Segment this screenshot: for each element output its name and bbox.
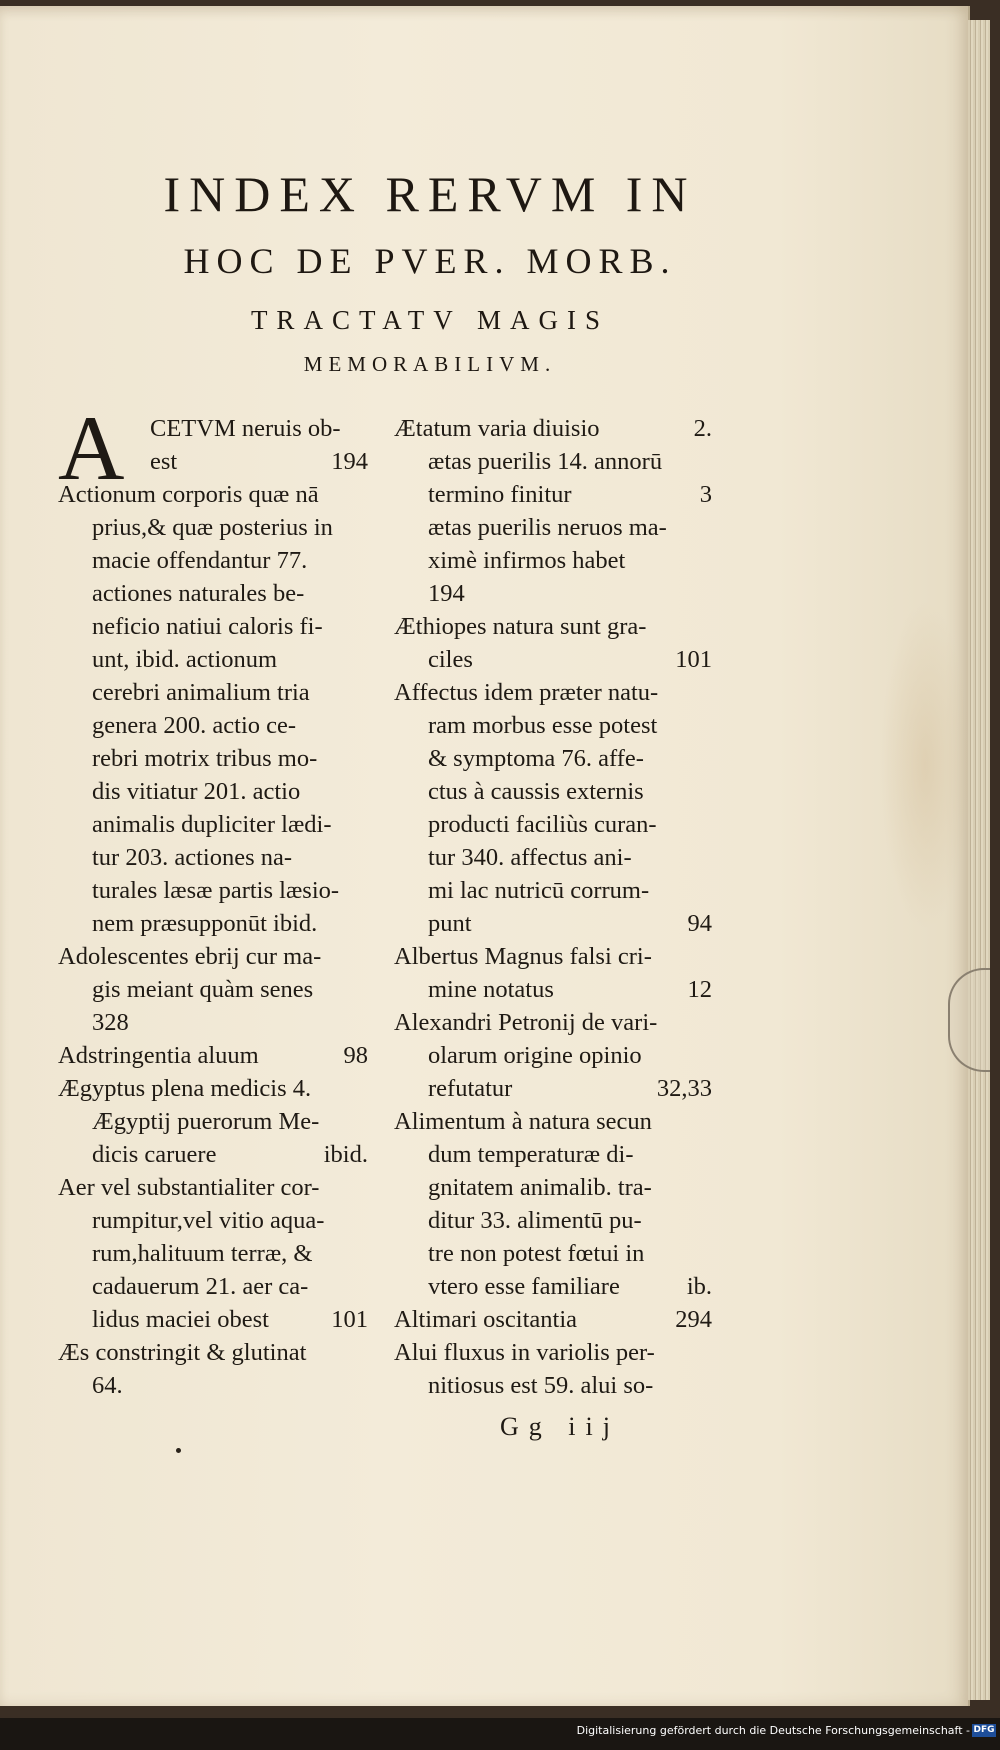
index-entry-text: 328 — [92, 1009, 129, 1036]
index-entry-text: unt, ibid. actionum — [92, 646, 278, 673]
paper-stain — [880, 600, 970, 930]
index-line — [58, 544, 368, 577]
index-entry-text: cerebri animalium tria — [92, 679, 310, 706]
index-entry-text: 194 — [428, 580, 465, 607]
index-entry-text: ctus à caussis externis — [428, 778, 644, 805]
index-entry-text: Adstringentia aluum — [58, 1042, 259, 1069]
index-line — [58, 577, 368, 610]
index-line — [58, 973, 368, 1006]
index-entry-text: nitiosus est 59. alui so- — [428, 1372, 654, 1399]
index-column-left — [58, 412, 368, 1402]
index-line — [394, 1171, 712, 1204]
index-line — [394, 1204, 712, 1237]
index-entry-text: Adolescentes ebrij cur ma- — [58, 943, 322, 970]
index-line — [58, 1006, 368, 1039]
index-entry-text: Æs constringit & glutinat — [58, 1339, 307, 1366]
index-page-number: 98 — [343, 1042, 368, 1069]
index-line — [394, 1006, 712, 1039]
index-line — [394, 940, 712, 973]
index-line — [394, 1072, 712, 1105]
index-line — [394, 841, 712, 874]
index-line — [394, 1369, 712, 1402]
index-line — [58, 1303, 368, 1336]
index-entry-text: mine notatus — [428, 976, 554, 1003]
index-entry-text: punt — [428, 910, 472, 937]
index-line — [394, 1105, 712, 1138]
index-column-right — [394, 412, 712, 1402]
index-line — [394, 742, 712, 775]
page-edges — [968, 20, 990, 1700]
index-entry-text: mi lac nutricū corrum- — [428, 877, 650, 904]
index-entry-text: macie offendantur 77. — [92, 547, 308, 574]
index-page-number: 2. — [693, 415, 712, 442]
index-line — [58, 610, 368, 643]
index-line — [58, 511, 368, 544]
index-entry-text: tur 203. actiones na- — [92, 844, 293, 871]
index-entry-text: lidus maciei obest — [92, 1306, 269, 1333]
index-entry-text: gis meiant quàm senes — [92, 976, 314, 1003]
index-line — [394, 1303, 712, 1336]
index-entry-text: Affectus idem præter natu- — [394, 679, 659, 706]
index-page-number: 3 — [699, 481, 712, 508]
page-clip — [948, 968, 990, 1072]
index-entry-text: ætas puerilis neruos ma- — [428, 514, 667, 541]
index-entry-text: termino finitur — [428, 481, 572, 508]
drop-cap: A — [58, 397, 125, 499]
index-line — [394, 1270, 712, 1303]
index-line — [58, 412, 368, 445]
index-line — [58, 1369, 368, 1402]
index-line — [394, 643, 712, 676]
index-entry-text: tre non potest fœtui in — [428, 1240, 645, 1267]
index-entry-text: Albertus Magnus falsi cri- — [394, 943, 652, 970]
index-line — [58, 445, 368, 478]
index-line — [394, 709, 712, 742]
index-line — [58, 940, 368, 973]
index-entry-text: prius,& quæ posterius in — [92, 514, 333, 541]
index-entry-text: Alui fluxus in variolis per- — [394, 1339, 655, 1366]
index-line — [58, 742, 368, 775]
index-page-number: ib. — [686, 1273, 712, 1300]
index-entry-text: dis vitiatur 201. actio — [92, 778, 301, 805]
index-entry-text: animalis dupliciter lædi- — [92, 811, 332, 838]
index-line — [58, 643, 368, 676]
index-entry-text: CETVM neruis ob- — [150, 415, 341, 442]
index-line — [58, 874, 368, 907]
index-line — [394, 445, 712, 478]
index-entry-text: Ægyptus plena medicis 4. — [58, 1075, 312, 1102]
index-entry-text: cadauerum 21. aer ca- — [92, 1273, 309, 1300]
index-line — [58, 1171, 368, 1204]
index-entry-text: vtero esse familiare — [428, 1273, 620, 1300]
index-entry-text: Aer vel substantialiter cor- — [58, 1174, 320, 1201]
index-entry-text: dicis caruere — [92, 1141, 217, 1168]
index-line — [394, 577, 712, 610]
index-entry-text: actiones naturales be- — [92, 580, 305, 607]
index-line — [58, 1204, 368, 1237]
index-line — [58, 1237, 368, 1270]
index-entry-text: rum,halituum terræ, & — [92, 1240, 313, 1267]
index-line — [394, 610, 712, 643]
index-entry-text: 64. — [92, 1372, 123, 1399]
index-entry-text: Æthiopes natura sunt gra- — [394, 613, 647, 640]
index-line — [58, 1105, 368, 1138]
index-line — [58, 709, 368, 742]
title-line-1: INDEX RERVM IN — [163, 166, 697, 222]
index-entry-text: rumpitur,vel vitio aqua- — [92, 1207, 325, 1234]
index-line — [394, 1237, 712, 1270]
ink-dot — [176, 1448, 181, 1453]
index-line — [394, 511, 712, 544]
index-entry-text: refutatur — [428, 1075, 513, 1102]
index-entry-text: tur 340. affectus ani- — [428, 844, 632, 871]
index-line — [394, 412, 712, 445]
index-entry-text: Ægyptij puerorum Me- — [92, 1108, 320, 1135]
title-line-3: TRACTATV MAGIS — [250, 305, 610, 335]
index-entry-text: neficio natiui caloris fi- — [92, 613, 323, 640]
index-line — [394, 1138, 712, 1171]
index-line — [394, 544, 712, 577]
index-line — [58, 1336, 368, 1369]
index-entry-text: ciles — [428, 646, 473, 673]
index-page-number: 32,33 — [656, 1075, 712, 1102]
index-line — [58, 775, 368, 808]
signature-mark: Gg iij — [500, 1412, 620, 1441]
index-entry-text: Alexandri Petronij de vari- — [394, 1009, 658, 1036]
index-line — [58, 1270, 368, 1303]
index-page-number: 294 — [675, 1306, 712, 1333]
index-line — [58, 907, 368, 940]
index-line — [58, 1138, 368, 1171]
index-entry-text: genera 200. actio ce- — [92, 712, 297, 739]
index-line — [394, 1336, 712, 1369]
dfg-logo-icon: DFG — [973, 1725, 995, 1735]
index-line — [394, 874, 712, 907]
index-entry-text: ximè infirmos habet — [428, 547, 626, 574]
index-entry-text: & symptoma 76. affe- — [428, 745, 644, 772]
index-line — [58, 1072, 368, 1105]
index-line — [394, 478, 712, 511]
index-page-number: 194 — [331, 448, 368, 475]
index-entry-text: Alimentum à natura secun — [394, 1108, 652, 1135]
index-line — [394, 676, 712, 709]
index-line — [394, 907, 712, 940]
index-line — [58, 478, 368, 511]
index-entry-text: ætas puerilis 14. annorū — [428, 448, 663, 475]
index-line — [58, 1039, 368, 1072]
index-entry-text: olarum origine opinio — [428, 1042, 642, 1069]
index-entry-text: est — [150, 448, 178, 475]
index-page-number: 101 — [675, 646, 712, 673]
index-line — [58, 841, 368, 874]
index-line — [394, 808, 712, 841]
index-line — [58, 808, 368, 841]
index-line — [394, 775, 712, 808]
index-entry-text: ram morbus esse potest — [428, 712, 658, 739]
index-entry-text: Ætatum varia diuisio — [394, 415, 600, 442]
title-line-4: MEMORABILIVM. — [303, 352, 557, 376]
index-entry-text: producti faciliùs curan- — [428, 811, 657, 838]
index-entry-text: Actionum corporis quæ nā — [58, 481, 319, 508]
index-page-number: 101 — [331, 1306, 368, 1333]
index-line — [394, 973, 712, 1006]
index-page-number: 12 — [687, 976, 712, 1003]
index-line — [58, 676, 368, 709]
footer-credit: Digitalisierung gefördert durch die Deutsche Forschungsgemeinschaft - — [576, 1724, 970, 1737]
title-line-2: HOC DE PVER. MORB. — [183, 241, 677, 281]
index-entry-text: nem præsupponūt ibid. — [92, 910, 318, 937]
index-page-number: ibid. — [323, 1141, 368, 1168]
index-entry-text: rebri motrix tribus mo- — [92, 745, 318, 772]
index-entry-text: gnitatem animalib. tra- — [428, 1174, 652, 1201]
index-entry-text: turales læsæ partis læsio- — [92, 877, 340, 904]
index-line — [394, 1039, 712, 1072]
index-page-number: 94 — [687, 910, 712, 937]
index-entry-text: dum temperaturæ di- — [428, 1141, 634, 1168]
index-entry-text: ditur 33. alimentū pu- — [428, 1207, 642, 1234]
index-entry-text: Altimari oscitantia — [394, 1306, 578, 1333]
